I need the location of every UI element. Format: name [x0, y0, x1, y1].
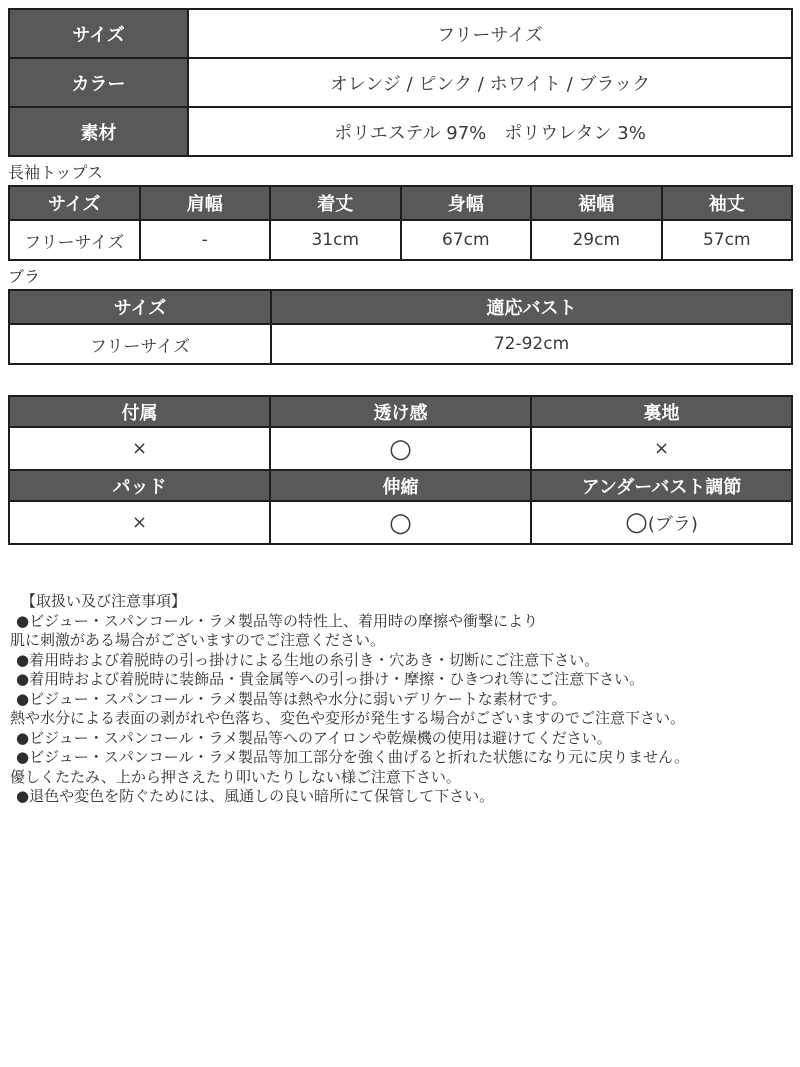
note-line: 肌に刺激がある場合がございますのでご注意ください。: [10, 631, 386, 649]
circle-mark: ○: [625, 507, 648, 537]
spec-row: [9, 107, 792, 156]
header-cell: 着丈: [270, 186, 401, 220]
value-cell: 67cm: [401, 220, 532, 260]
note-line: 優しくたたみ、上から押さえたり叩いたりしない様ご注意下さい。: [10, 767, 461, 786]
tops-header-row: [9, 186, 792, 220]
features-table: [8, 395, 793, 545]
tops-size-table: [8, 185, 793, 261]
cross-mark: ×: [131, 438, 148, 459]
value-cell: -: [140, 220, 271, 260]
value-cell: [270, 501, 531, 544]
header-cell: サイズ: [9, 290, 271, 324]
header-cell: サイズ: [9, 186, 140, 220]
spec-row: [9, 9, 792, 58]
note-line: ●ビジュー・スパンコール・ラメ製品等は熱や水分に弱いデリケートな素材です。: [16, 689, 567, 708]
header-cell: 付属: [9, 396, 270, 427]
cross-mark: ×: [653, 438, 670, 459]
note-line: ●着用時および着脱時の引っ掛けによる生地の糸引き・穴あき・切断にご注意下さい。: [16, 650, 600, 669]
note-line: 熱や水分による表面の剥がれや色落ち、変色や変形が発生する場合がございますのでご注意下さい。: [10, 709, 686, 727]
note-line: ●ビジュー・スパンコール・ラメ製品等加工部分を強く曲げると折れた状態になり元に戻りません。: [16, 748, 689, 766]
header-cell: 裏地: [531, 396, 792, 427]
note-line: ●退色や変色を防ぐためには、風通しの良い暗所にて保管して下さい。: [16, 787, 495, 805]
spec-label-material: 素材: [9, 107, 188, 156]
header-cell: 透け感: [270, 396, 531, 427]
spec-value-material: ポリエステル 97% ポリウレタン 3%: [188, 107, 792, 156]
spec-label-color: カラー: [9, 58, 188, 107]
header-cell: 袖丈: [662, 186, 793, 220]
value-cell: フリーサイズ: [9, 220, 140, 260]
features-value-row: [9, 427, 792, 470]
bra-section-title: ブラ: [8, 267, 41, 286]
value-cell: [531, 427, 792, 470]
bra-header-row: [9, 290, 792, 324]
spec-row: [9, 58, 792, 107]
note-line: ●ビジュー・スパンコール・ラメ製品等へのアイロンや乾燥機の使用は避けてください。: [16, 728, 612, 747]
tops-value-row: [9, 220, 792, 260]
spec-value-size: フリーサイズ: [188, 9, 792, 58]
cross-mark: ×: [131, 512, 148, 533]
features-value-row: [9, 501, 792, 544]
value-cell: [9, 501, 270, 544]
features-header-row: [9, 470, 792, 501]
value-cell: 72-92cm: [271, 324, 792, 364]
header-cell: 身幅: [401, 186, 532, 220]
header-cell: パッド: [9, 470, 270, 501]
value-cell: [270, 427, 531, 470]
circle-mark: ○: [389, 507, 412, 538]
value-suffix: (ブラ): [647, 514, 698, 535]
value-cell: [531, 501, 792, 544]
tops-section-title: 長袖トップス: [8, 163, 103, 182]
value-cell: [9, 427, 270, 470]
header-cell: 裾幅: [531, 186, 662, 220]
value-cell: 29cm: [531, 220, 662, 260]
value-cell: フリーサイズ: [9, 324, 271, 364]
note-line: ●ビジュー・スパンコール・ラメ製品等の特性上、着用時の摩擦や衝撃により: [16, 611, 539, 630]
notes-heading: 【取扱い及び注意事項】: [21, 592, 187, 610]
spec-value-color: オレンジ / ピンク / ホワイト / ブラック: [188, 58, 792, 107]
header-cell: アンダーバスト調節: [531, 470, 792, 501]
features-header-row: [9, 396, 792, 427]
header-cell: 肩幅: [140, 186, 271, 220]
note-line: ●着用時および着脱時に装飾品・貴金属等への引っ掛け・摩擦・ひきつれ等にご注意下さい。: [16, 670, 645, 688]
header-cell: 適応バスト: [271, 290, 792, 324]
header-cell: 伸縮: [270, 470, 531, 501]
value-cell: 31cm: [270, 220, 401, 260]
circle-mark: ○: [389, 433, 412, 464]
handling-notes: [8, 592, 793, 807]
bra-value-row: [9, 324, 792, 364]
value-cell: 57cm: [662, 220, 793, 260]
spec-table: [8, 8, 793, 157]
spec-label-size: サイズ: [9, 9, 188, 58]
bra-size-table: [8, 289, 793, 365]
